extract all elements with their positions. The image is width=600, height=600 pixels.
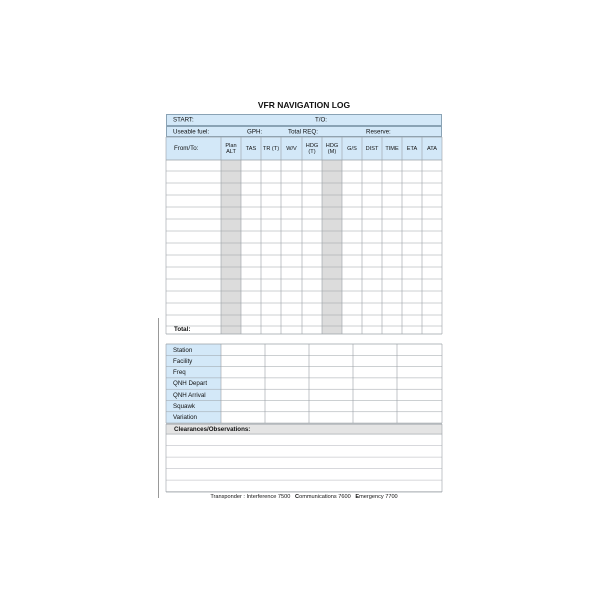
radio-row-qnh-arrival: QNH Arrival <box>173 391 206 399</box>
radio-row-squawk: Squawk <box>173 403 196 410</box>
column-header-time: TIME <box>385 145 399 152</box>
column-header-tr-t: TR (T) <box>262 145 280 152</box>
radio-row-freq: Freq <box>173 369 186 377</box>
column-header-eta: ETA <box>406 145 418 152</box>
total-label: Total: <box>174 326 191 333</box>
hdg-m-shaded-column <box>322 160 342 334</box>
column-header-ata: ATA <box>426 145 438 152</box>
radio-row-variation: Variation <box>173 414 197 422</box>
communications-initial: C <box>295 494 300 500</box>
column-header-hdg-m: HDG (M) <box>325 142 339 155</box>
column-header-tas: TAS <box>245 145 257 152</box>
radio-row-station: Station <box>173 346 193 354</box>
navigation-log-sheet <box>166 98 442 506</box>
plan-alt-shaded-column <box>221 160 241 334</box>
column-header-dist: DIST <box>365 145 379 152</box>
gph-label: GPH: <box>247 128 263 135</box>
start-label: START: <box>173 116 194 124</box>
column-header-hdg-t: HDG (T) <box>305 142 319 155</box>
useable-fuel-label: Useable fuel: <box>173 128 210 135</box>
emergency-initial: E <box>355 494 360 500</box>
column-header-wv: W/V <box>286 145 297 152</box>
emergency-code: mergency 7700 <box>359 494 398 500</box>
column-header-from-to: From/To: <box>174 144 199 152</box>
page-title: VFR NAVIGATION LOG <box>257 100 351 110</box>
radio-row-facility: Facility <box>173 357 193 365</box>
total-req-label: Total REQ: <box>288 128 318 135</box>
radio-row-qnh-depart: QNH Depart <box>173 380 208 388</box>
transponder-codes <box>166 494 442 500</box>
takeoff-label: T/O: <box>315 116 328 124</box>
reserve-label: Reserve: <box>366 128 391 135</box>
transponder-interference: Transponder : Interference 7500 <box>210 494 291 500</box>
clearances-label: Clearances/Observations: <box>174 425 251 433</box>
side-print-marks <box>158 318 164 498</box>
column-header-gs: G/S <box>347 145 357 152</box>
communications-code: ommunications 7600 <box>299 494 351 500</box>
column-header-plan-alt: Plan ALT <box>225 142 237 155</box>
